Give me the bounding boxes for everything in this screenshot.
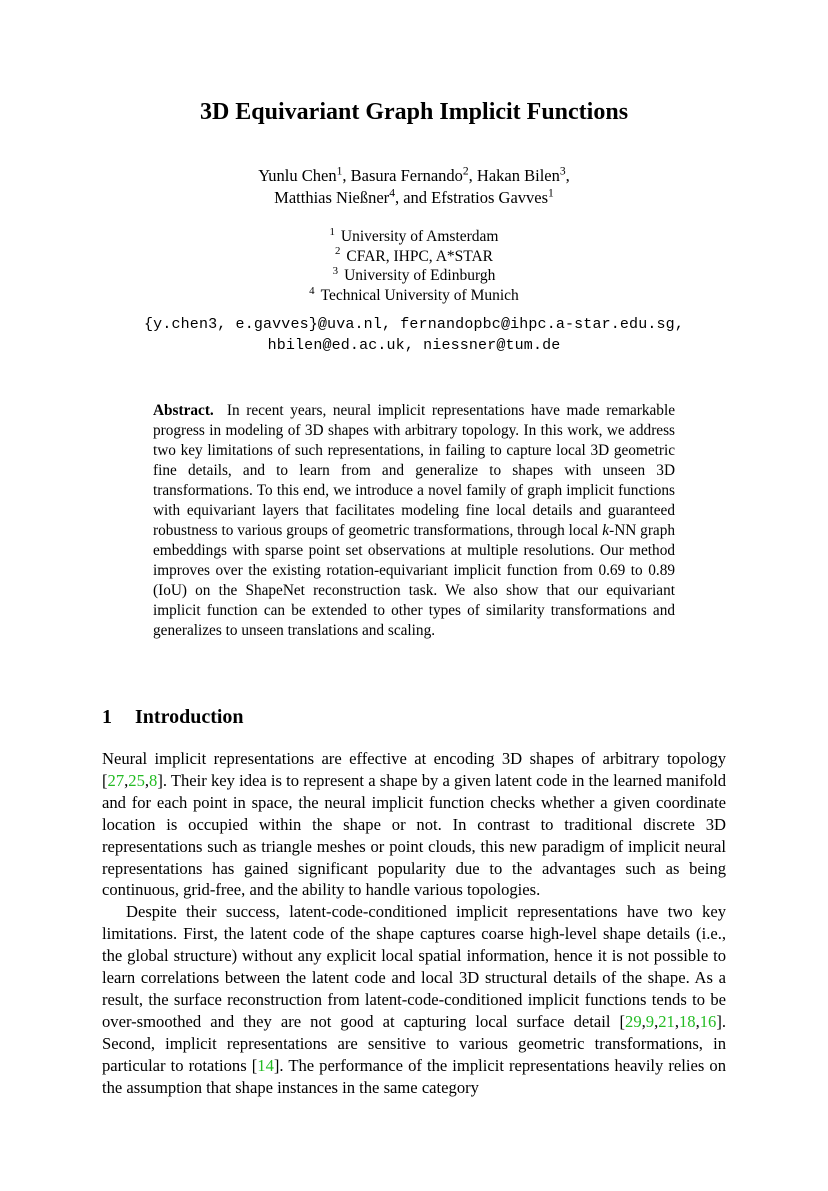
paragraph-text: ]. Second, implicit representations are sensitive to various geometric transformations, in particular to rotations [ [102, 1011, 726, 1075]
citation-link[interactable]: 14 [257, 1055, 274, 1075]
section-title: Introduction [135, 706, 244, 728]
paragraph-text: Neural implicit representations are effective at encoding 3D shapes of arbitrary topology [ [102, 749, 726, 790]
abstract-k-symbol: k [602, 522, 610, 539]
paper-title: 3D Equivariant Graph Implicit Functions [199, 99, 629, 125]
paragraph: Despite their success, latent-code-conditioned implicit representations have two key limitations. First, the latent code of the shape captures coarse high-level shape details (i.e., the global structure) without any explicit local spatial information, hence it is not possible to learn correlations between the latent code and local 3D structural details of the shape. As a result, the surface reconstruction from latent-code-conditioned implicit functions tends to be over-smoothed and they are not good at capturing local surface detail [29,9,21,18,16]. Second, implicit representations are sensitive to various geometric transformations, in particular to rotations [14]. The performance of the implicit representations heavily relies on the assumption that shape instances in the same category [102, 902, 726, 1097]
affiliation-item [0, 266, 828, 286]
email-line: hbilen@ed.ac.uk, niessner@tum.de [267, 337, 561, 354]
email-list [0, 314, 828, 356]
section-number: 1 [102, 706, 112, 728]
citation-link[interactable]: 18 [678, 1011, 696, 1031]
affiliation-mark: 2 [334, 245, 341, 258]
citation-link[interactable]: 25 [128, 770, 145, 790]
affiliation-name: University of Amsterdam [340, 228, 499, 245]
paragraph-text: ]. The performance of the implicit representations heavily relies on the assumption that shape instances in the same category [102, 1055, 726, 1097]
citation-link[interactable]: 27 [107, 770, 125, 790]
paragraph-text: ]. Their key idea is to represent a shape by a given latent code in the learned manifold and for each point in space, the neural implicit function checks whether a given coordinate location is occupied within the shape or not. In contrast to traditional discrete 3D representations such as triangle meshes or point clouds, this new paradigm of implicit neural representations has gained significant popularity due to the advantages such as being continuous, grid-free, and the ability to handle various topologies. [102, 770, 726, 900]
paragraph: Neural implicit representations are effective at encoding 3D shapes of arbitrary topology [27,25,8]. Their key idea is to represent a shape by a given latent code in the learned manifold and for each point in space, the neural implicit function checks whether a given coordinate location is occupied within the shape or not. In contrast to traditional discrete 3D representations such as triangle meshes or point clouds, this new paradigm of implicit neural representations has gained significant popularity due to the advantages such as being continuous, grid-free, and the ability to handle various topologies. [102, 749, 726, 900]
citation-link[interactable]: 8 [149, 770, 158, 790]
author-line-2: Matthias Nießner$^4$, and Efstratios Gavves$^1$ [274, 187, 554, 207]
affiliation-mark: 1 [329, 225, 335, 238]
affiliation-item [0, 286, 828, 306]
citation-link[interactable]: 16 [699, 1011, 717, 1031]
author-name: Efstratios Gavves [431, 188, 549, 207]
affiliation-item [0, 227, 828, 247]
affiliation-name: CFAR, IHPC, A*STAR [346, 247, 494, 265]
citation-link[interactable]: 29 [625, 1011, 642, 1031]
abstract-label: Abstract. [153, 402, 214, 419]
author-affiliation-mark: 4 [389, 187, 395, 200]
abstract-text: In recent years, neural implicit representations have made remarkable progress in modeling of 3D shapes with arbitrary topology. In this work, we address two key limitations of such representations, in failing to capture local 3D geometric fine details, and to learn from and generalize to shapes with unseen 3D transformations. To this end, we introduce a novel family of graph implicit functions with equivariant layers that facilitates modeling fine local details and guaranteed robustness to various groups of geometric transformations, through local [153, 402, 675, 539]
citation-link[interactable]: 9 [645, 1011, 655, 1031]
citation-link[interactable]: 21 [658, 1011, 675, 1031]
author-affiliation-mark: 1 [336, 165, 343, 178]
paragraph-text: Despite their success, latent-code-conditioned implicit representations have two key limitations. First, the latent code of the shape captures coarse high-level shape details (i.e., the global structure) without any explicit local spatial information, hence it is not possible to learn correlations between the latent code and local 3D structural details of the shape. As a result, the surface reconstruction from latent-code-conditioned implicit functions tends to be over-smoothed and they are not good at capturing local surface detail [ [102, 902, 726, 1031]
author-affiliation-mark: 1 [548, 187, 554, 200]
affiliation-item [0, 247, 828, 267]
author-name: Basura Fernando [350, 166, 463, 185]
abstract-text: -NN graph embeddings with sparse point set observations at multiple resolutions. Our method improves over the existing rotation-equivariant implicit function from 0.69 to 0.89 (IoU) on the ShapeNet reconstruction task. We also show that our equivariant implicit function can be extended to other types of similarity transformations and generalizes to unseen translations and scaling. [153, 522, 676, 639]
author-name: Yunlu Chen [258, 166, 337, 185]
affiliation-name: University of Edinburgh [344, 267, 496, 285]
author-name: Matthias Nießner [274, 188, 390, 207]
section-heading-introduction [102, 703, 726, 731]
email-line: {y.chen3, e.gavves}@uva.nl, fernandopbc@ihpc.a-star.edu.sg, [144, 316, 684, 333]
introduction-body [102, 748, 726, 1099]
author-affiliation-mark: 2 [462, 165, 469, 178]
abstract [153, 401, 675, 641]
author-line-1: Yunlu Chen$^1$, Basura Fernando$^2$, Hakan Bilen$^3$, [258, 165, 570, 185]
affiliation-mark: 4 [309, 284, 315, 297]
author-affiliation-mark: 3 [559, 165, 566, 178]
affiliation-mark: 3 [332, 265, 339, 278]
author-name: Hakan Bilen [476, 166, 560, 185]
author-list [0, 165, 828, 209]
affiliation-list [0, 227, 828, 305]
affiliation-name: Technical University of Munich [320, 286, 519, 304]
